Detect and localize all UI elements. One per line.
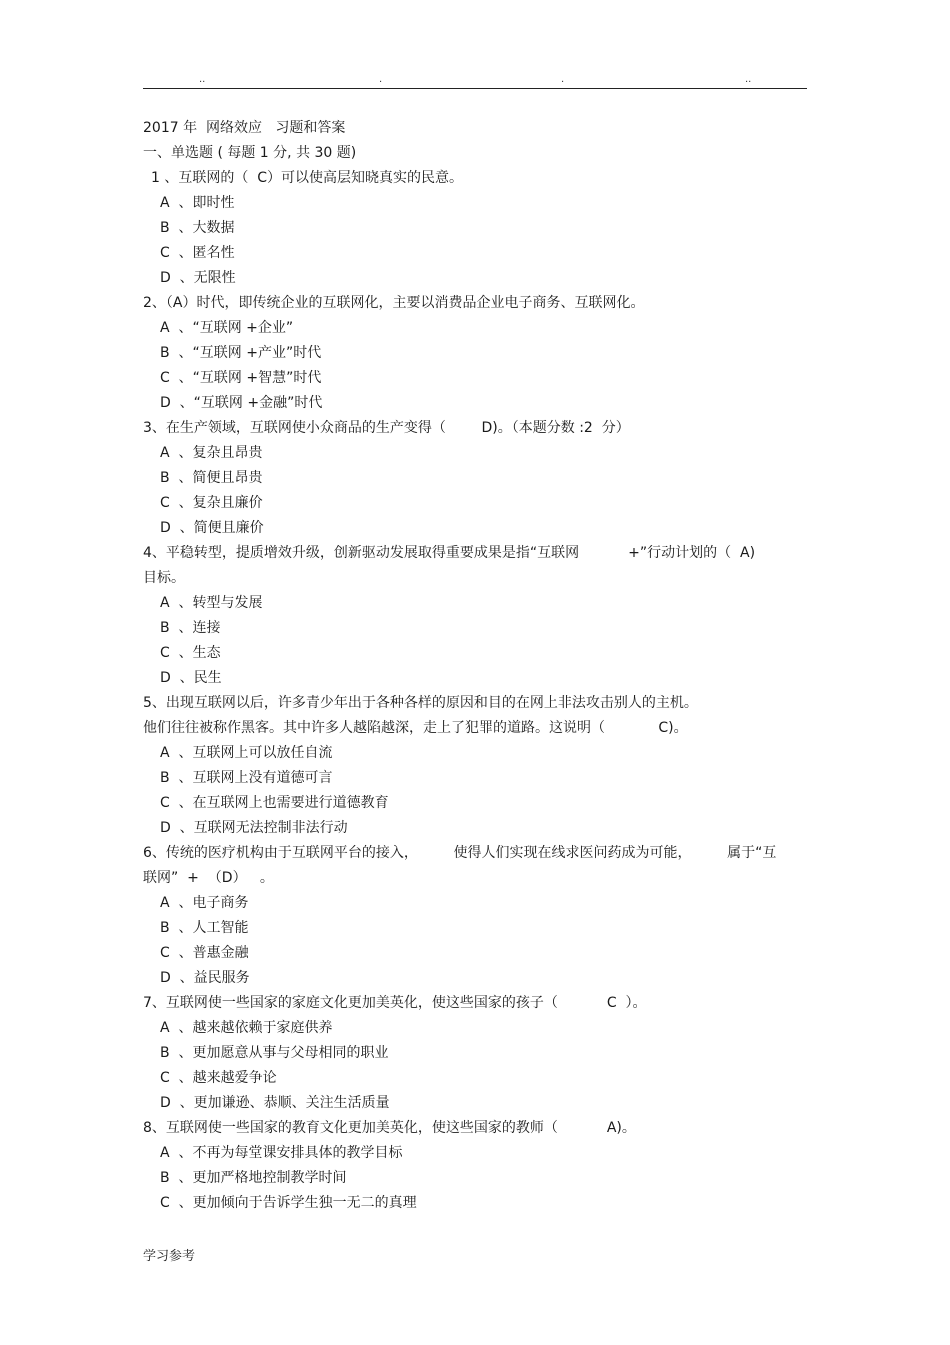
answer-option: C 、“互联网 +智慧”时代: [160, 370, 322, 386]
answer-option: C 、在互联网上也需要进行道德教育: [160, 795, 389, 811]
question-text: 7、互联网使一些国家的家庭文化更加美英化，使这些国家的孩子（ C ）。: [143, 995, 647, 1011]
answer-option: B 、“互联网 +产业”时代: [160, 345, 322, 361]
answer-option: C 、更加倾向于告诉学生独一无二的真理: [160, 1195, 417, 1211]
answer-option: B 、连接: [160, 620, 221, 636]
answer-option: A 、不再为每堂课安排具体的教学目标: [160, 1145, 403, 1161]
question-text: 目标。: [143, 570, 185, 586]
answer-option: D 、简便且廉价: [160, 520, 264, 536]
question-text: 8、互联网使一些国家的教育文化更加美英化，使这些国家的教师（ A)。: [143, 1120, 636, 1136]
answer-option: C 、复杂且廉价: [160, 495, 263, 511]
document-body: [143, 116, 807, 1216]
answer-option: B 、更加愿意从事与父母相同的职业: [160, 1045, 389, 1061]
question-text: 2、（A）时代，即传统企业的互联网化，主要以消费品企业电子商务、互联网化。: [143, 295, 645, 311]
answer-option: D 、更加谦逊、恭顺、关注生活质量: [160, 1095, 390, 1111]
answer-option: B 、互联网上没有道德可言: [160, 770, 333, 786]
answer-option: B 、大数据: [160, 220, 235, 236]
header-dot: .: [379, 74, 383, 85]
header-rule: [143, 88, 807, 89]
footer-text: 学习参考: [143, 1249, 196, 1264]
header-dots: [143, 74, 807, 88]
question-text: 5、出现互联网以后，许多青少年出于各种各样的原因和目的在网上非法攻击别人的主机。: [143, 695, 698, 711]
answer-option: D 、互联网无法控制非法行动: [160, 820, 348, 836]
answer-option: B 、简便且昂贵: [160, 470, 263, 486]
answer-option: B 、更加严格地控制教学时间: [160, 1170, 347, 1186]
answer-option: C 、普惠金融: [160, 945, 249, 961]
question-text: 1 、互联网的（ C）可以使高层知晓真实的民意。: [151, 170, 464, 186]
answer-option: A 、复杂且昂贵: [160, 445, 263, 461]
question-text: 3、在生产领域，互联网使小众商品的生产变得（ D)。（本题分数 :2 分）: [143, 420, 630, 436]
answer-option: B 、人工智能: [160, 920, 249, 936]
document-title: 2017 年 网络效应 习题和答案: [143, 120, 346, 136]
answer-option: A 、转型与发展: [160, 595, 263, 611]
answer-option: D 、益民服务: [160, 970, 250, 986]
header-dot: .: [561, 74, 565, 85]
question-text: 联网” + （D） 。: [143, 870, 274, 886]
section-heading: 一、单选题 ( 每题 1 分, 共 30 题): [143, 145, 357, 161]
question-text: 6、传统的医疗机构由于互联网平台的接入， 使得人们实现在线求医问药成为可能， 属于“互: [143, 845, 777, 861]
answer-option: A 、电子商务: [160, 895, 249, 911]
answer-option: A 、互联网上可以放任自流: [160, 745, 333, 761]
answer-option: C 、越来越爱争论: [160, 1070, 277, 1086]
answer-option: C 、生态: [160, 645, 221, 661]
question-list: [143, 166, 807, 1216]
answer-option: A 、“互联网 +企业”: [160, 320, 294, 336]
answer-option: A 、越来越依赖于家庭供养: [160, 1020, 333, 1036]
answer-option: D 、民生: [160, 670, 222, 686]
answer-option: D 、无限性: [160, 270, 236, 286]
answer-option: A 、即时性: [160, 195, 235, 211]
answer-option: C 、匿名性: [160, 245, 235, 261]
header-dot: ..: [199, 74, 206, 85]
question-text: 他们往往被称作黑客。其中许多人越陷越深，走上了犯罪的道路。这说明（ C)。: [143, 720, 688, 736]
header-dot: ..: [745, 74, 752, 85]
answer-option: D 、“互联网 +金融”时代: [160, 395, 323, 411]
question-text: 4、平稳转型，提质增效升级，创新驱动发展取得重要成果是指“互联网 +”行动计划的（ A): [143, 545, 756, 561]
